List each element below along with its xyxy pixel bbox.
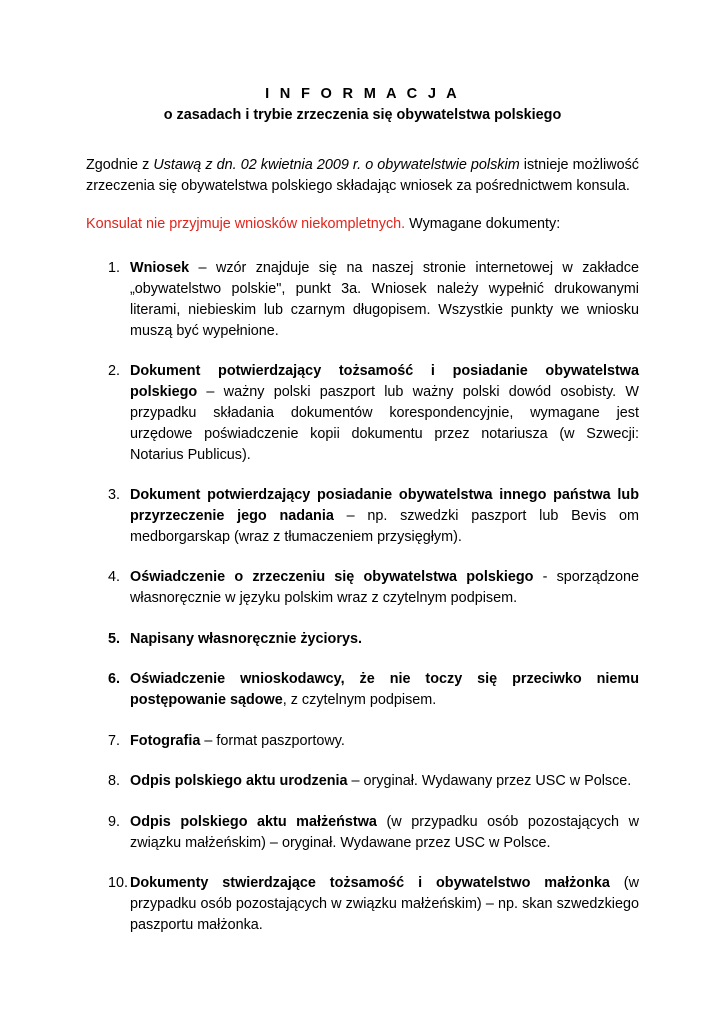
item-text: – ważny polski paszport lub ważny polski dowód osobisty. W przypadku składania dokumentów korespondencyjnie, wymagane jest urzędowe poświadczenie kopii dokumentu przez notariusza (w Szwecji: Notarius Publicus). <box>130 384 639 463</box>
list-item <box>86 258 639 341</box>
item-title: Dokument potwierdzający posiadanie obywatelstwa innego państwa lub przyrzeczenie jego nadania <box>130 487 639 524</box>
document-subtitle: o zasadach i trybie zrzeczenia się obywatelstwa polskiego <box>163 107 562 123</box>
item-number: 7. <box>108 732 121 749</box>
list-item <box>86 361 639 465</box>
item-number: 3. <box>108 487 121 504</box>
item-title: Wniosek <box>130 260 190 277</box>
item-text: – wzór znajduje się na naszej stronie internetowej w zakładce „obywatelstwo polskie", punkt 3a. Wniosek należy wypełnić drukowanymi literami, niebieskim lub czarnym długopisem. Wszystkie punkty we wniosku muszą być wypełnione. <box>130 260 639 339</box>
item-number: 9. <box>108 813 121 830</box>
list-item <box>86 771 639 792</box>
item-text: (w przypadku osób pozostających w związku małżeńskim) – oryginał. Wydawane przez USC w Polsce. <box>130 813 639 851</box>
required-documents-list <box>86 258 639 935</box>
law-reference: Ustawą z dn. 02 kwietnia 2009 r. o obywatelstwie polskim <box>153 157 520 173</box>
incomplete-warning: Konsulat nie przyjmuje wniosków niekompletnych. <box>86 215 406 232</box>
document-title: I N F O R M A C J A <box>265 86 460 102</box>
item-text: – oryginał. Wydawany przez USC w Polsce. <box>347 773 632 790</box>
item-number: 4. <box>108 569 121 586</box>
item-text: – np. szwedzki paszport lub Bevis om medborgarskap (wraz z tłumaczeniem przysięgłym). <box>130 507 640 545</box>
item-number: 6. <box>108 671 121 688</box>
item-text: – format paszportowy. <box>200 732 345 749</box>
item-title: Odpis polskiego aktu urodzenia <box>130 773 348 790</box>
item-number: 5. <box>108 630 121 647</box>
list-item <box>86 567 639 609</box>
item-title: Odpis polskiego aktu małżeństwa <box>130 813 377 830</box>
item-number: 2. <box>108 363 121 380</box>
intro-suffix: istnieje możliwość zrzeczenia się obywatelstwa polskiego składając wniosek za pośrednictwem konsula. <box>86 157 639 194</box>
item-text: , z czytelnym podpisem. <box>282 692 437 709</box>
list-item <box>86 485 639 547</box>
list-item <box>86 629 639 650</box>
intro-prefix: Zgodnie z <box>86 157 154 173</box>
item-title: Oświadczenie o zrzeczeniu się obywatelstwa polskiego <box>130 569 534 586</box>
intro-paragraph <box>86 155 639 197</box>
list-item <box>86 669 639 711</box>
item-title: Napisany własnoręcznie życiorys. <box>130 630 362 647</box>
item-number: 10. <box>108 875 129 892</box>
item-number: 1. <box>108 260 121 277</box>
list-item <box>86 812 639 854</box>
item-text: - sporządzone własnoręcznie w języku polskim wraz z czytelnym podpisem. <box>130 569 639 607</box>
item-number: 8. <box>108 773 121 790</box>
item-title: Dokumenty stwierdzające tożsamość i obywatelstwo małżonka <box>130 875 610 892</box>
required-documents-label: Wymagane dokumenty: <box>405 215 561 232</box>
item-title: Fotografia <box>130 732 201 749</box>
item-title: Dokument potwierdzający tożsamość i posiadanie obywatelstwa polskiego <box>130 363 639 401</box>
list-item <box>86 731 639 752</box>
item-text: (w przypadku osób pozostających w związku małżeńskim) – np. skan szwedzkiego paszportu małżonka. <box>130 875 639 933</box>
list-item <box>86 873 639 935</box>
item-title: Oświadczenie wnioskodawcy, że nie toczy się przeciwko niemu postępowanie sądowe <box>130 671 639 709</box>
notice-paragraph <box>86 214 639 235</box>
